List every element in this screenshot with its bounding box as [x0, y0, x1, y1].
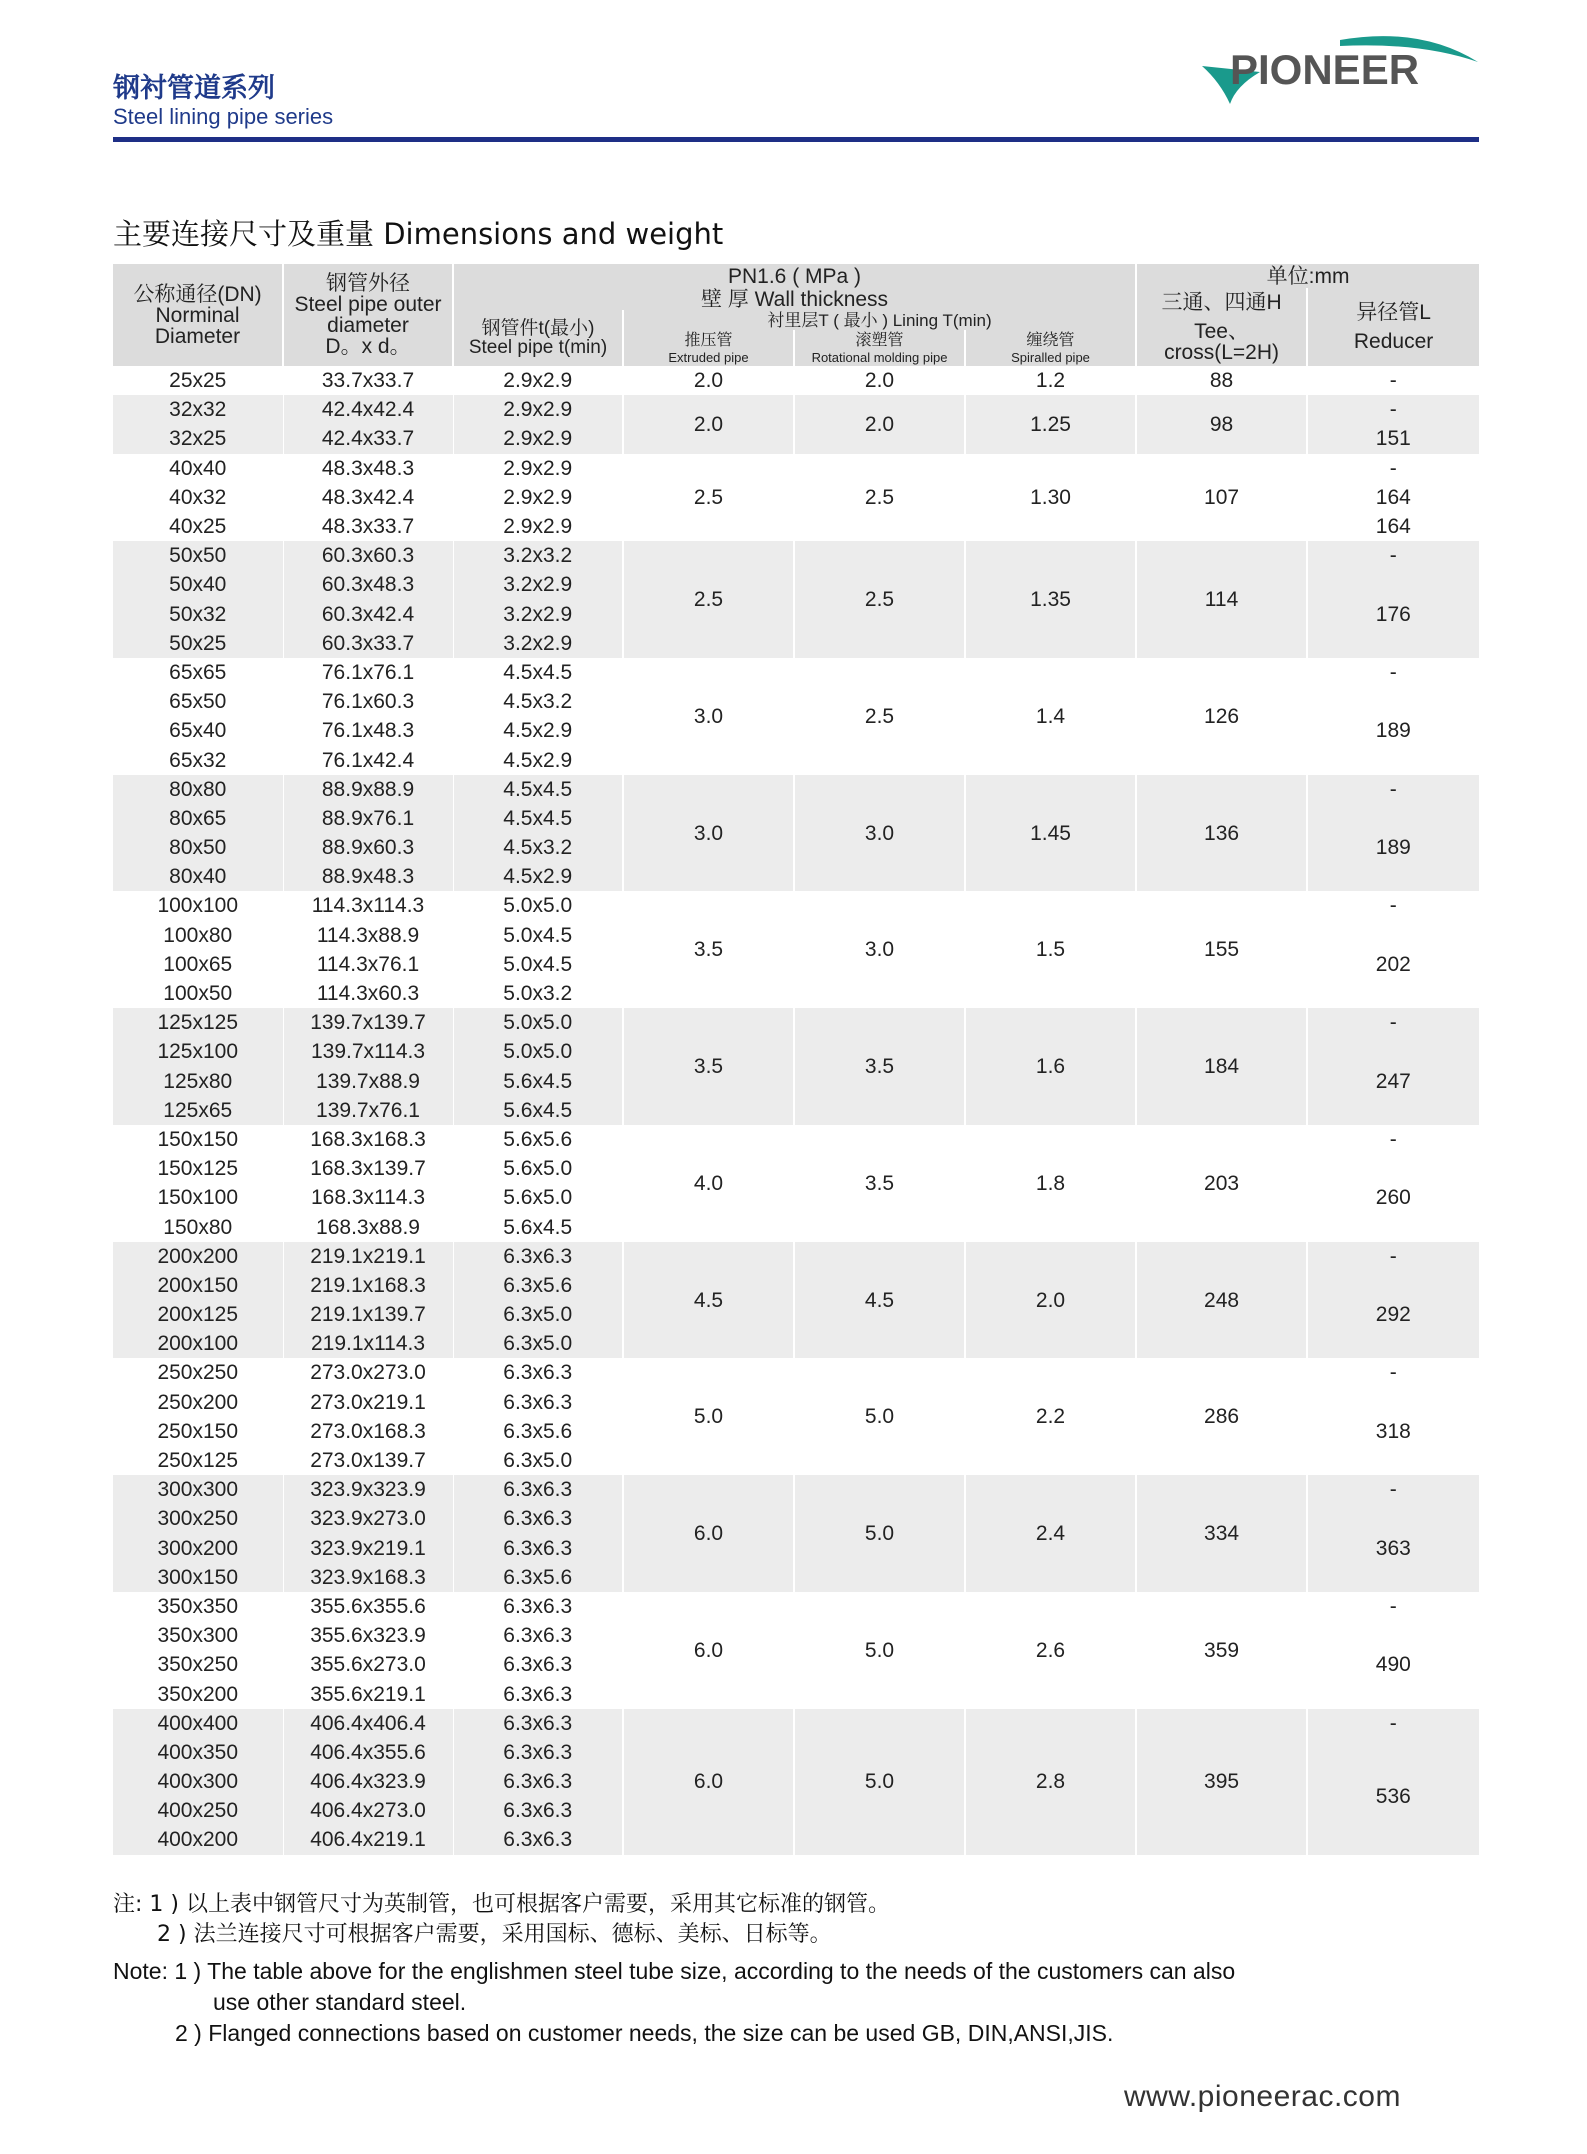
cell-steel-t: 6.3x5.6 — [453, 1563, 623, 1592]
cell-tee: 155 — [1136, 891, 1307, 1008]
cell-reducer: - — [1307, 454, 1479, 483]
cell-dn: 80x50 — [113, 833, 283, 862]
cell-rotational: 3.5 — [794, 1008, 965, 1125]
header-od-cn: 钢管外径 — [326, 272, 410, 295]
cell-spiralled: 1.4 — [965, 658, 1136, 775]
cell-rotational: 5.0 — [794, 1592, 965, 1709]
cell-od: 88.9x60.3 — [283, 833, 453, 862]
cell-rotational: 3.0 — [794, 891, 965, 1008]
cell-dn: 150x80 — [113, 1212, 283, 1241]
cell-od: 406.4x406.4 — [283, 1709, 453, 1738]
cell-tee: 359 — [1136, 1592, 1307, 1709]
cell-spiralled: 1.25 — [965, 395, 1136, 453]
cell-spiralled: 1.6 — [965, 1008, 1136, 1125]
table-row — [113, 1242, 1479, 1271]
cell-rotational: 5.0 — [794, 1475, 965, 1592]
cell-dn: 300x300 — [113, 1475, 283, 1504]
cell-steel-t: 6.3x6.3 — [453, 1621, 623, 1650]
cell-steel-t: 4.5x4.5 — [453, 658, 623, 687]
cell-od: 406.4x323.9 — [283, 1767, 453, 1796]
header-od — [283, 264, 453, 366]
cell-spiralled: 2.2 — [965, 1358, 1136, 1475]
cell-dn: 32x32 — [113, 395, 283, 424]
header-steel-t — [453, 310, 623, 366]
cell-reducer: - — [1307, 366, 1479, 395]
cell-od: 406.4x273.0 — [283, 1796, 453, 1825]
cell-dn: 125x80 — [113, 1067, 283, 1096]
cell-dn: 32x25 — [113, 424, 283, 453]
cell-steel-t: 5.0x4.5 — [453, 950, 623, 979]
cell-od: 60.3x48.3 — [283, 570, 453, 599]
cell-steel-t: 6.3x6.3 — [453, 1592, 623, 1621]
cell-steel-t: 4.5x4.5 — [453, 775, 623, 804]
cell-od: 168.3x114.3 — [283, 1183, 453, 1212]
cell-spiralled: 2.8 — [965, 1709, 1136, 1855]
header-tee — [1136, 288, 1307, 366]
cell-extruded: 3.5 — [623, 891, 794, 1008]
dimensions-table — [113, 264, 1480, 1855]
cell-steel-t: 6.3x6.3 — [453, 1679, 623, 1708]
cell-reducer: 151 — [1307, 424, 1479, 453]
cell-steel-t: 6.3x6.3 — [453, 1504, 623, 1533]
cell-extruded: 5.0 — [623, 1358, 794, 1475]
cell-od: 323.9x219.1 — [283, 1534, 453, 1563]
cell-spiralled: 1.8 — [965, 1125, 1136, 1242]
cell-dn: 65x65 — [113, 658, 283, 687]
cell-steel-t: 3.2x3.2 — [453, 541, 623, 570]
header-od-en2: diameter — [327, 314, 409, 337]
cell-dn: 150x150 — [113, 1125, 283, 1154]
cell-od: 406.4x355.6 — [283, 1738, 453, 1767]
table-row — [113, 1008, 1479, 1037]
cell-od: 273.0x273.0 — [283, 1358, 453, 1387]
cell-dn: 65x40 — [113, 716, 283, 745]
cell-dn: 25x25 — [113, 366, 283, 395]
cell-reducer: - — [1307, 1709, 1479, 1738]
section-title: 主要连接尺寸及重量 Dimensions and weight — [113, 217, 724, 251]
header-title-en: Steel lining pipe series — [113, 104, 334, 129]
cell-steel-t: 4.5x4.5 — [453, 804, 623, 833]
cell-steel-t: 5.0x5.0 — [453, 1037, 623, 1066]
header-rotational-cn: 滚塑管 — [855, 331, 904, 349]
cell-steel-t: 5.0x5.0 — [453, 1008, 623, 1037]
cell-dn: 400x350 — [113, 1738, 283, 1767]
cell-dn: 80x65 — [113, 804, 283, 833]
cell-od: 42.4x33.7 — [283, 424, 453, 453]
cell-dn: 100x80 — [113, 921, 283, 950]
cell-spiralled: 1.5 — [965, 891, 1136, 1008]
cell-dn: 65x32 — [113, 745, 283, 774]
cell-rotational: 2.5 — [794, 658, 965, 775]
cell-od: 88.9x76.1 — [283, 804, 453, 833]
header-rotational-en: Rotational molding pipe — [811, 349, 948, 365]
header-steel-t-cn: 钢管件t(最小) — [481, 318, 595, 339]
cell-steel-t: 6.3x6.3 — [453, 1825, 623, 1854]
cell-reducer: 189 — [1307, 804, 1479, 892]
header-extruded — [623, 330, 794, 366]
cell-dn: 350x350 — [113, 1592, 283, 1621]
cell-dn: 100x100 — [113, 891, 283, 920]
cell-od: 88.9x88.9 — [283, 775, 453, 804]
cell-steel-t: 5.6x5.0 — [453, 1183, 623, 1212]
cell-tee: 248 — [1136, 1242, 1307, 1359]
cell-tee: 98 — [1136, 395, 1307, 453]
note-en-1a: Note: 1 ) The table above for the englishmen steel tube size, according to the needs of the customers can also — [113, 1957, 1236, 1984]
cell-dn: 100x65 — [113, 950, 283, 979]
table-row — [113, 1709, 1479, 1738]
cell-od: 48.3x33.7 — [283, 512, 453, 541]
cell-od: 323.9x273.0 — [283, 1504, 453, 1533]
cell-rotational: 5.0 — [794, 1358, 965, 1475]
header-extruded-cn: 推压管 — [684, 331, 733, 349]
cell-dn: 200x200 — [113, 1242, 283, 1271]
cell-steel-t: 6.3x6.3 — [453, 1358, 623, 1387]
cell-reducer: - — [1307, 1475, 1479, 1504]
cell-steel-t: 6.3x5.0 — [453, 1329, 623, 1358]
cell-tee: 395 — [1136, 1709, 1307, 1855]
cell-steel-t: 6.3x5.6 — [453, 1417, 623, 1446]
note-en-2: 2 ) Flanged connections based on customer needs, the size can be used GB, DIN,ANSI,JIS. — [175, 2020, 1114, 2047]
header-od-sym: D。x d。 — [325, 335, 411, 358]
cell-dn: 400x400 — [113, 1709, 283, 1738]
cell-dn: 125x125 — [113, 1008, 283, 1037]
cell-reducer: 164 — [1307, 512, 1479, 541]
cell-od: 42.4x42.4 — [283, 395, 453, 424]
cell-tee: 114 — [1136, 541, 1307, 658]
cell-reducer: 490 — [1307, 1621, 1479, 1709]
cell-od: 33.7x33.7 — [283, 366, 453, 395]
cell-dn: 200x125 — [113, 1300, 283, 1329]
cell-steel-t: 4.5x2.9 — [453, 716, 623, 745]
cell-steel-t: 5.6x4.5 — [453, 1067, 623, 1096]
cell-dn: 80x40 — [113, 862, 283, 891]
cell-dn: 350x250 — [113, 1650, 283, 1679]
cell-dn: 125x65 — [113, 1096, 283, 1125]
cell-tee: 107 — [1136, 454, 1307, 542]
table-row — [113, 366, 1479, 395]
cell-steel-t: 6.3x6.3 — [453, 1709, 623, 1738]
cell-reducer: 536 — [1307, 1738, 1479, 1855]
cell-rotational: 2.0 — [794, 395, 965, 453]
header-rule — [113, 137, 1479, 142]
cell-extruded: 6.0 — [623, 1475, 794, 1592]
cell-od: 273.0x139.7 — [283, 1446, 453, 1475]
cell-dn: 40x25 — [113, 512, 283, 541]
cell-dn: 150x125 — [113, 1154, 283, 1183]
cell-dn: 300x250 — [113, 1504, 283, 1533]
cell-steel-t: 6.3x6.3 — [453, 1738, 623, 1767]
table-row — [113, 891, 1479, 920]
cell-od: 114.3x88.9 — [283, 921, 453, 950]
cell-steel-t: 6.3x6.3 — [453, 1475, 623, 1504]
cell-steel-t: 2.9x2.9 — [453, 366, 623, 395]
cell-steel-t: 6.3x6.3 — [453, 1388, 623, 1417]
cell-extruded: 2.0 — [623, 366, 794, 395]
cell-od: 60.3x33.7 — [283, 629, 453, 658]
cell-dn: 50x32 — [113, 600, 283, 629]
cell-steel-t: 6.3x5.0 — [453, 1300, 623, 1329]
table-row — [113, 775, 1479, 804]
header-od-en1: Steel pipe outer — [294, 293, 442, 316]
table-row — [113, 541, 1479, 570]
cell-reducer: 292 — [1307, 1271, 1479, 1359]
cell-od: 219.1x168.3 — [283, 1271, 453, 1300]
cell-reducer: 260 — [1307, 1154, 1479, 1242]
cell-od: 273.0x168.3 — [283, 1417, 453, 1446]
header-dn-en1: Norminal — [155, 303, 240, 327]
cell-od: 114.3x76.1 — [283, 950, 453, 979]
cell-od: 48.3x42.4 — [283, 483, 453, 512]
cell-tee: 126 — [1136, 658, 1307, 775]
cell-od: 139.7x76.1 — [283, 1096, 453, 1125]
cell-rotational: 5.0 — [794, 1709, 965, 1855]
cell-dn: 400x250 — [113, 1796, 283, 1825]
cell-extruded: 4.5 — [623, 1242, 794, 1359]
cell-rotational: 2.5 — [794, 541, 965, 658]
table-row — [113, 395, 1479, 424]
cell-reducer: - — [1307, 1008, 1479, 1037]
cell-steel-t: 3.2x2.9 — [453, 629, 623, 658]
cell-tee: 334 — [1136, 1475, 1307, 1592]
header-dn-en2: Diameter — [154, 324, 241, 348]
header-rotational — [794, 330, 965, 366]
cell-od: 355.6x273.0 — [283, 1650, 453, 1679]
cell-dn: 200x100 — [113, 1329, 283, 1358]
cell-extruded: 2.0 — [623, 395, 794, 453]
cell-tee: 88 — [1136, 366, 1307, 395]
header-lining: 衬里层T ( 最小 ) Lining T(min) — [623, 310, 1136, 330]
cell-reducer: 176 — [1307, 570, 1479, 658]
cell-od: 60.3x42.4 — [283, 600, 453, 629]
cell-dn: 40x40 — [113, 454, 283, 483]
cell-steel-t: 6.3x6.3 — [453, 1796, 623, 1825]
note-cn-2: 2 ) 法兰连接尺寸可根据客户需要，采用国标、德标、美标、日标等。 — [157, 1921, 832, 1947]
cell-od: 114.3x114.3 — [283, 891, 453, 920]
cell-dn: 50x25 — [113, 629, 283, 658]
cell-spiralled: 1.45 — [965, 775, 1136, 892]
cell-od: 219.1x219.1 — [283, 1242, 453, 1271]
table-body — [113, 366, 1479, 1855]
cell-rotational: 2.5 — [794, 454, 965, 542]
cell-od: 168.3x88.9 — [283, 1212, 453, 1241]
cell-od: 76.1x60.3 — [283, 687, 453, 716]
header-wall: 壁 厚 Wall thickness — [453, 288, 1136, 310]
cell-od: 48.3x48.3 — [283, 454, 453, 483]
cell-od: 88.9x48.3 — [283, 862, 453, 891]
cell-od: 139.7x114.3 — [283, 1037, 453, 1066]
pioneer-logo — [1190, 28, 1490, 108]
table-row — [113, 1358, 1479, 1387]
cell-spiralled: 2.4 — [965, 1475, 1136, 1592]
cell-extruded: 6.0 — [623, 1709, 794, 1855]
cell-steel-t: 2.9x2.9 — [453, 424, 623, 453]
header-tee-en: Tee、cross(L=2H) — [1164, 319, 1280, 364]
cell-steel-t: 6.3x6.3 — [453, 1767, 623, 1796]
header-reducer — [1307, 288, 1479, 366]
table-row — [113, 658, 1479, 687]
table-row — [113, 454, 1479, 483]
cell-reducer: 363 — [1307, 1504, 1479, 1592]
cell-reducer: - — [1307, 395, 1479, 424]
cell-steel-t: 5.6x4.5 — [453, 1212, 623, 1241]
header-spiralled-en: Spiralled pipe — [1011, 349, 1090, 365]
header-spiralled — [965, 330, 1136, 366]
cell-dn: 50x40 — [113, 570, 283, 599]
cell-steel-t: 4.5x2.9 — [453, 745, 623, 774]
cell-steel-t: 3.2x2.9 — [453, 570, 623, 599]
cell-steel-t: 5.0x3.2 — [453, 979, 623, 1008]
cell-extruded: 4.0 — [623, 1125, 794, 1242]
cell-reducer: - — [1307, 891, 1479, 920]
header-extruded-en: Extruded pipe — [668, 349, 749, 365]
cell-steel-t: 5.6x4.5 — [453, 1096, 623, 1125]
cell-dn: 400x200 — [113, 1825, 283, 1854]
cell-tee: 286 — [1136, 1358, 1307, 1475]
cell-reducer: - — [1307, 1358, 1479, 1387]
cell-steel-t: 6.3x6.3 — [453, 1650, 623, 1679]
cell-reducer: 164 — [1307, 483, 1479, 512]
cell-dn: 250x200 — [113, 1388, 283, 1417]
cell-dn: 250x150 — [113, 1417, 283, 1446]
cell-dn: 125x100 — [113, 1037, 283, 1066]
cell-od: 355.6x219.1 — [283, 1679, 453, 1708]
cell-od: 76.1x42.4 — [283, 745, 453, 774]
cell-reducer: 189 — [1307, 687, 1479, 775]
notes — [113, 1890, 1235, 2050]
header-spiralled-cn: 缠绕管 — [1026, 331, 1075, 349]
cell-rotational: 2.0 — [794, 366, 965, 395]
cell-extruded: 2.5 — [623, 541, 794, 658]
cell-od: 60.3x60.3 — [283, 541, 453, 570]
cell-od: 323.9x168.3 — [283, 1563, 453, 1592]
note-cn-1: 注: 1 ) 以上表中钢管尺寸为英制管，也可根据客户需要，采用其它标准的钢管。 — [113, 1892, 890, 1917]
cell-reducer: - — [1307, 1125, 1479, 1154]
cell-dn: 250x125 — [113, 1446, 283, 1475]
cell-dn: 40x32 — [113, 483, 283, 512]
cell-reducer: 247 — [1307, 1037, 1479, 1125]
cell-steel-t: 4.5x2.9 — [453, 862, 623, 891]
cell-steel-t: 5.6x5.6 — [453, 1125, 623, 1154]
header-steel-t-en: Steel pipe t(min) — [468, 337, 608, 358]
cell-od: 323.9x323.9 — [283, 1475, 453, 1504]
cell-od: 168.3x139.7 — [283, 1154, 453, 1183]
cell-reducer: - — [1307, 541, 1479, 570]
cell-od: 219.1x114.3 — [283, 1329, 453, 1358]
cell-dn: 80x80 — [113, 775, 283, 804]
cell-od: 168.3x168.3 — [283, 1125, 453, 1154]
table-row — [113, 1592, 1479, 1621]
cell-od: 114.3x60.3 — [283, 979, 453, 1008]
note-en-1b: use other standard steel. — [213, 1989, 467, 2016]
cell-reducer: - — [1307, 775, 1479, 804]
cell-steel-t: 6.3x6.3 — [453, 1242, 623, 1271]
cell-dn: 250x250 — [113, 1358, 283, 1387]
cell-tee: 136 — [1136, 775, 1307, 892]
header-reducer-cn: 异径管L — [1356, 301, 1431, 324]
cell-od: 406.4x219.1 — [283, 1825, 453, 1854]
cell-steel-t: 5.0x4.5 — [453, 921, 623, 950]
cell-od: 355.6x355.6 — [283, 1592, 453, 1621]
header-dn-cn: 公称通径(DN) — [133, 282, 262, 306]
cell-dn: 300x200 — [113, 1534, 283, 1563]
cell-dn: 300x150 — [113, 1563, 283, 1592]
header-title-cn: 钢衬管道系列 — [113, 73, 275, 104]
cell-extruded: 3.0 — [623, 658, 794, 775]
cell-steel-t: 2.9x2.9 — [453, 483, 623, 512]
cell-dn: 350x300 — [113, 1621, 283, 1650]
cell-steel-t: 5.6x5.0 — [453, 1154, 623, 1183]
cell-spiralled: 2.0 — [965, 1242, 1136, 1359]
cell-steel-t: 2.9x2.9 — [453, 454, 623, 483]
cell-reducer: 202 — [1307, 921, 1479, 1009]
header-unit: 单位:mm — [1136, 264, 1479, 288]
cell-steel-t: 3.2x2.9 — [453, 600, 623, 629]
cell-steel-t: 4.5x3.2 — [453, 687, 623, 716]
cell-dn: 65x50 — [113, 687, 283, 716]
cell-steel-t: 6.3x6.3 — [453, 1534, 623, 1563]
cell-dn: 350x200 — [113, 1679, 283, 1708]
cell-rotational: 4.5 — [794, 1242, 965, 1359]
header-tee-cn: 三通、四通H — [1161, 290, 1282, 314]
cell-rotational: 3.5 — [794, 1125, 965, 1242]
cell-dn: 50x50 — [113, 541, 283, 570]
cell-od: 139.7x88.9 — [283, 1067, 453, 1096]
header-reducer-en: Reducer — [1353, 330, 1434, 353]
cell-dn: 400x300 — [113, 1767, 283, 1796]
cell-dn: 150x100 — [113, 1183, 283, 1212]
cell-extruded: 3.5 — [623, 1008, 794, 1125]
cell-steel-t: 2.9x2.9 — [453, 395, 623, 424]
cell-od: 76.1x76.1 — [283, 658, 453, 687]
cell-od: 219.1x139.7 — [283, 1300, 453, 1329]
cell-tee: 203 — [1136, 1125, 1307, 1242]
cell-od: 355.6x323.9 — [283, 1621, 453, 1650]
table-row — [113, 1475, 1479, 1504]
logo-text: PIONEER — [1230, 46, 1420, 93]
cell-reducer: - — [1307, 658, 1479, 687]
header-dn — [113, 264, 283, 366]
table-row — [113, 1125, 1479, 1154]
header-pn: PN1.6 ( MPa ) — [453, 264, 1136, 288]
cell-extruded: 2.5 — [623, 454, 794, 542]
cell-reducer: 318 — [1307, 1388, 1479, 1476]
cell-steel-t: 5.0x5.0 — [453, 891, 623, 920]
cell-steel-t: 6.3x5.6 — [453, 1271, 623, 1300]
cell-dn: 100x50 — [113, 979, 283, 1008]
cell-od: 76.1x48.3 — [283, 716, 453, 745]
cell-dn: 200x150 — [113, 1271, 283, 1300]
cell-spiralled: 1.30 — [965, 454, 1136, 542]
cell-steel-t: 6.3x5.0 — [453, 1446, 623, 1475]
cell-steel-t: 4.5x3.2 — [453, 833, 623, 862]
cell-rotational: 3.0 — [794, 775, 965, 892]
cell-steel-t: 2.9x2.9 — [453, 512, 623, 541]
cell-extruded: 6.0 — [623, 1592, 794, 1709]
footer-url[interactable]: www.pioneerac.com — [1124, 2080, 1401, 2113]
cell-od: 139.7x139.7 — [283, 1008, 453, 1037]
cell-od: 273.0x219.1 — [283, 1388, 453, 1417]
cell-extruded: 3.0 — [623, 775, 794, 892]
cell-tee: 184 — [1136, 1008, 1307, 1125]
cell-spiralled: 2.6 — [965, 1592, 1136, 1709]
cell-reducer: - — [1307, 1592, 1479, 1621]
cell-reducer: - — [1307, 1242, 1479, 1271]
cell-spiralled: 1.35 — [965, 541, 1136, 658]
cell-spiralled: 1.2 — [965, 366, 1136, 395]
